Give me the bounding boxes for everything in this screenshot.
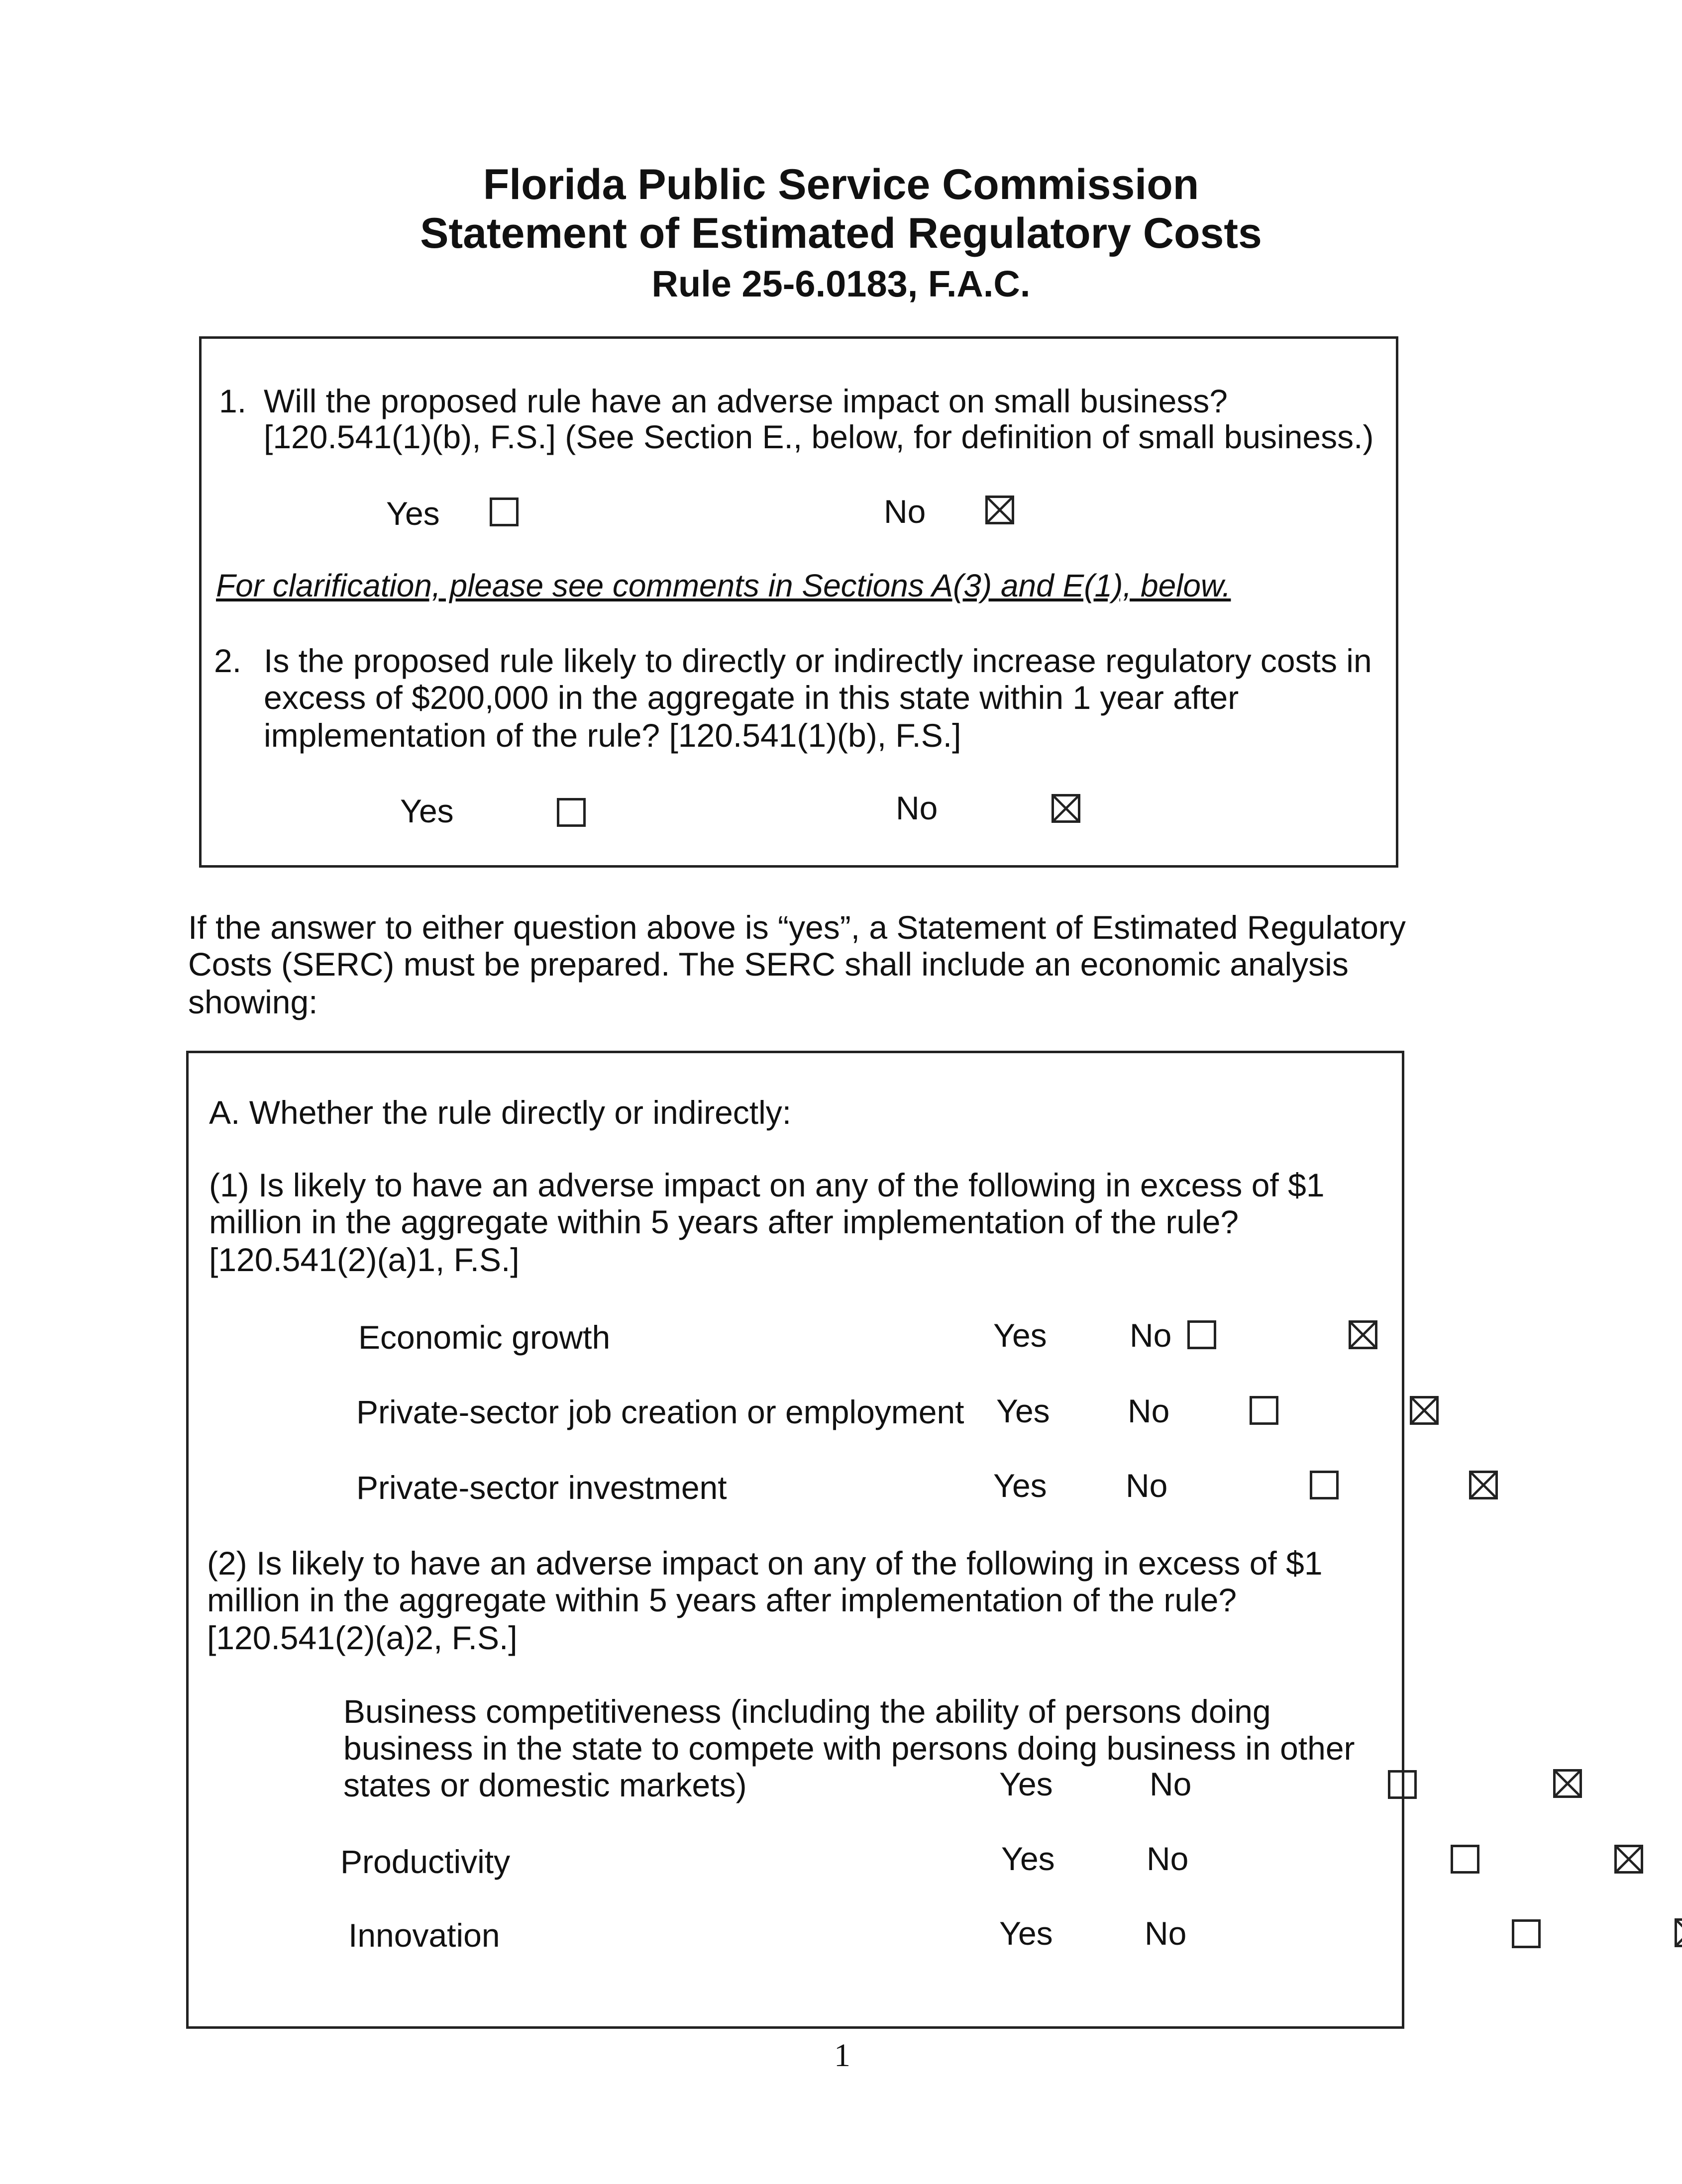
item-innovation: Innovation — [348, 1917, 500, 1954]
rule-number: Rule 25-6.0183, F.A.C. — [651, 263, 1031, 304]
question-1-number: 1. — [219, 383, 247, 419]
intro-line-1: If the answer to either question above is “yes”, a Statement of Estimated Regulatory — [188, 909, 1406, 946]
q1-yes-label: Yes — [386, 495, 440, 532]
checkmark-x-icon — [1617, 1847, 1641, 1871]
question-2-text-line2: excess of $200,000 in the aggregate in this state within 1 year after — [264, 679, 1239, 716]
economic-growth-yes-checkbox[interactable] — [1187, 1320, 1216, 1349]
part-1-line3: [120.541(2)(a)1, F.S.] — [209, 1241, 520, 1278]
q1-no-checkbox[interactable] — [985, 496, 1014, 524]
checkmark-x-icon — [1472, 1473, 1495, 1497]
question-2-text-line3: implementation of the rule? [120.541(1)(b), F.S.] — [264, 717, 961, 754]
job-creation-yes-checkbox[interactable] — [1250, 1396, 1278, 1425]
question-1-citation: [120.541(1)(b), F.S.] (See Section E., below, for definition of small business.) — [264, 418, 1374, 455]
business-competitiveness-line3: states or domestic markets) — [343, 1767, 747, 1803]
item-job-creation: Private-sector job creation or employment — [356, 1393, 964, 1430]
job-creation-yes-label: Yes — [996, 1392, 1050, 1429]
productivity-no-checkbox[interactable] — [1614, 1845, 1643, 1874]
innovation-no-label: No — [1145, 1915, 1187, 1952]
productivity-no-label: No — [1147, 1840, 1189, 1877]
checkmark-x-icon — [988, 498, 1012, 522]
investment-yes-checkbox[interactable] — [1310, 1471, 1339, 1499]
intro-line-3: showing: — [188, 984, 318, 1020]
checkmark-x-icon — [1412, 1398, 1436, 1422]
innovation-yes-checkbox[interactable] — [1512, 1919, 1541, 1948]
investment-no-label: No — [1126, 1467, 1168, 1504]
business-competitiveness-no-checkbox[interactable] — [1553, 1769, 1582, 1798]
business-competitiveness-line2: business in the state to compete with persons doing business in other — [343, 1730, 1355, 1767]
checkmark-x-icon — [1351, 1323, 1375, 1347]
item-private-investment: Private-sector investment — [356, 1469, 727, 1506]
productivity-yes-label: Yes — [1001, 1840, 1055, 1877]
intro-line-2: Costs (SERC) must be prepared. The SERC shall include an economic analysis — [188, 946, 1349, 983]
page-number: 1 — [834, 2037, 850, 2074]
investment-no-checkbox[interactable] — [1469, 1471, 1498, 1499]
document-title: Statement of Estimated Regulatory Costs — [420, 209, 1262, 257]
business-competitiveness-no-label: No — [1150, 1766, 1192, 1802]
investment-yes-label: Yes — [993, 1467, 1047, 1504]
business-competitiveness-yes-checkbox[interactable] — [1388, 1770, 1417, 1799]
part-2-line1: (2) Is likely to have an adverse impact on any of the following in excess of $1 — [207, 1545, 1323, 1582]
business-competitiveness-line1: Business competitiveness (including the ability of persons doing — [343, 1693, 1271, 1730]
checkmark-x-icon — [1556, 1772, 1579, 1795]
job-creation-no-checkbox[interactable] — [1410, 1396, 1439, 1425]
question-2-text-line1: Is the proposed rule likely to directly or indirectly increase regulatory costs in — [264, 642, 1372, 679]
q2-no-label: No — [896, 790, 938, 826]
checkmark-x-icon — [1054, 796, 1078, 820]
q1-yes-checkbox[interactable] — [490, 497, 519, 526]
item-productivity: Productivity — [340, 1843, 511, 1880]
agency-title: Florida Public Service Commission — [483, 161, 1199, 208]
part-1-line2: million in the aggregate within 5 years after implementation of the rule? — [209, 1203, 1239, 1240]
economic-growth-no-checkbox[interactable] — [1349, 1320, 1377, 1349]
q2-yes-checkbox[interactable] — [557, 798, 586, 827]
part-2-line2: million in the aggregate within 5 years after implementation of the rule? — [207, 1582, 1237, 1618]
section-a-heading: A. Whether the rule directly or indirectly: — [209, 1094, 792, 1131]
economic-growth-yes-label: Yes — [993, 1317, 1047, 1354]
question-1-text: Will the proposed rule have an adverse impact on small business? — [264, 383, 1228, 419]
economic-growth-no-label: No — [1130, 1317, 1172, 1354]
item-economic-growth: Economic growth — [358, 1319, 611, 1356]
clarification-note: For clarification, please see comments in Sections A(3) and E(1), below. — [216, 568, 1231, 603]
question-2-number: 2. — [214, 642, 242, 679]
business-competitiveness-yes-label: Yes — [999, 1766, 1053, 1802]
q1-no-label: No — [884, 493, 926, 530]
job-creation-no-label: No — [1128, 1392, 1170, 1429]
part-1-line1: (1) Is likely to have an adverse impact on any of the following in excess of $1 — [209, 1167, 1325, 1203]
productivity-yes-checkbox[interactable] — [1451, 1845, 1479, 1874]
innovation-yes-label: Yes — [999, 1915, 1053, 1952]
q2-yes-label: Yes — [400, 793, 454, 829]
part-2-line3: [120.541(2)(a)2, F.S.] — [207, 1619, 518, 1656]
checkmark-x-icon — [1677, 1921, 1682, 1945]
innovation-no-checkbox[interactable] — [1675, 1918, 1682, 1947]
q2-no-checkbox[interactable] — [1051, 794, 1080, 823]
